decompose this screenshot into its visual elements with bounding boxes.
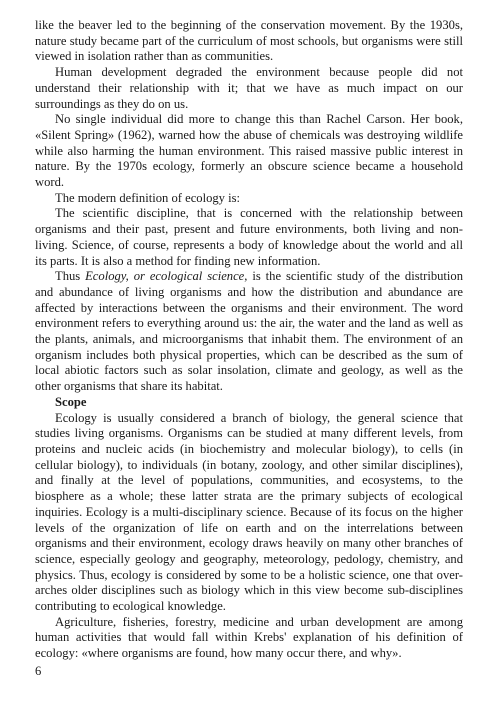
paragraph: No single individual did more to change this than Rachel Carson. Her book, «Silent Spring» (1962), warned how the abuse of chemicals was destroying wildlife while also harming the human environment. This raised massive public interest in nature. By the 1970s ecology, formerly an obscure science became a household word. bbox=[35, 112, 463, 190]
body-text bbox=[35, 18, 463, 662]
section-heading: Scope bbox=[55, 394, 87, 409]
paragraph: like the beaver led to the beginning of the conservation movement. By the 1930s, nature study became part of the curriculum of most schools, but organisms were still viewed in isolation rather than as communities. bbox=[35, 18, 463, 64]
paragraph-ecology-definition bbox=[35, 269, 463, 395]
paragraph: The scientific discipline, that is concerned with the relationship between organisms and their past, present and future environments, both living and non-living. Science, of course, represents a body of knowledge about the world and all its parts. It is also a method for finding new information. bbox=[35, 206, 463, 268]
italic-term: Ecology, or ecological science bbox=[85, 269, 245, 284]
page-number: 6 bbox=[35, 664, 42, 678]
paragraph: Human development degraded the environment because people did not understand their relationship with it; that we have as much impact on our surroundings as they do on us. bbox=[35, 65, 463, 111]
paragraph: Ecology is usually considered a branch of biology, the general science that studies living organisms. Organisms can be studied at many different levels, from proteins and nucleic acids (in biochemistry and molecular biology), to cells (in cellular biology), to individuals (in botany, zoology, and other similar disciplines), and finally at the level of populations, communities, and ecosystems, to the biosphere as a whole; these latter strata are the primary subjects of ecological inquiries. Ecology is a multi-disciplinary science. Because of its focus on the higher levels of the organization of life on earth and on the interrelations between organisms and their environment, ecology draws heavily on many other branches of science, especially geology and geography, meteorology, pedology, chemistry, and physics. Thus, ecology is considered by some to be a holistic science, one that over-arches older disciplines such as biology which in this view become sub-disciplines contributing to ecological knowledge. bbox=[35, 410, 463, 614]
paragraph: Agriculture, fisheries, forestry, medicine and urban development are among human activities that would fall within Krebs' explanation of his definition of ecology: «where organisms are found, how many occur there, and why». bbox=[35, 614, 463, 661]
paragraph: The modern definition of ecology is: bbox=[55, 190, 241, 205]
thus-prefix: Thus bbox=[55, 269, 86, 284]
definition-text: , is the scientific study of the distribution and abundance of living organisms and how the distribution and abundance are affected by interactions between the organisms and their environment. The word environment refers to everything around us: the air, the water and the land as well as the plants, animals, and microorganisms that inhabit them. The environment of an organism includes both physical properties, which can be described as the sum of local abiotic factors such as solar insolation, climate and geology, as well as the other organisms that share its habitat. bbox=[35, 269, 464, 394]
